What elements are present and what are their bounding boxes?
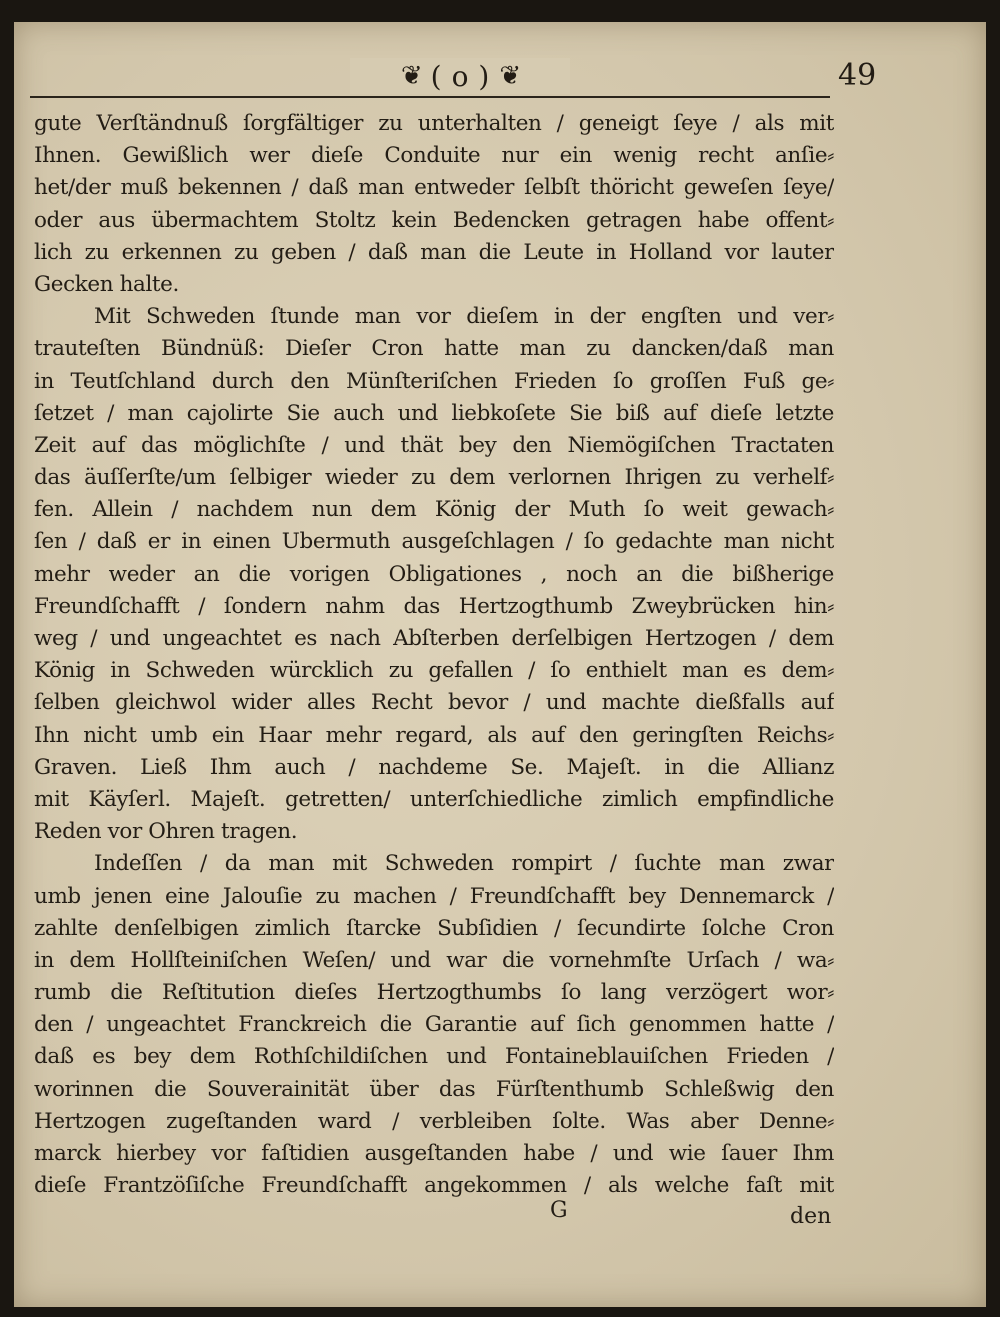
text-line: mehr weder an die vorigen Obligationes , noch an die bißherige: [34, 561, 834, 587]
text-line: trauteſten Bündnüß: Dieſer Cron hatte man zu dancken/daß man: [34, 336, 834, 362]
text-line: in Teutſchland durch den Münſteriſchen Frieden ſo groſſen Fuß ge⸗: [34, 368, 834, 394]
text-line: rumb die Reſtitution dieſes Hertzogthumbs ſo lang verzögert wor⸗: [34, 980, 834, 1006]
text-line: ſetzet / man cajolirte Sie auch und liebkoſete Sie biß auf dieſe letzte: [34, 400, 834, 426]
text-line: Ihnen. Gewißlich wer dieſe Conduite nur ein wenig recht anſie⸗: [34, 143, 834, 169]
text-line: weg / und ungeachtet es nach Abſterben derſelbigen Hertzogen / dem: [34, 626, 834, 651]
running-head: [30, 58, 877, 102]
paren-close: ): [478, 59, 490, 93]
body-text: [34, 108, 834, 1202]
text-line: daß es bey dem Rothſchildiſchen und Fontaineblauiſchen Frieden /: [34, 1044, 834, 1070]
paren-open: (: [430, 59, 442, 93]
text-line: den / ungeachtet Franckreich die Garantie auf ſich genommen hatte /: [34, 1012, 834, 1038]
text-line: umb jenen eine Jalouſie zu machen / Freundſchafft bey Dennemarck /: [34, 883, 834, 909]
catchword: den: [790, 1204, 832, 1229]
text-line: ſelben gleichwol wider alles Recht bevor / und machte dießfalls auf: [34, 690, 834, 716]
text-line: Gecken halte.: [34, 271, 179, 297]
header-rule: [30, 96, 830, 98]
text-line: worinnen die Souverainität über das Fürſtenthumb Schleßwig den: [34, 1076, 834, 1102]
text-line: gute Verſtändnuß ſorgfältiger zu unterhalten / geneigt ſeye / als mit: [34, 111, 834, 136]
ornament-right-icon: ❦: [499, 61, 520, 91]
text-line: König in Schweden würcklich zu gefallen / ſo enthielt man es dem⸗: [34, 658, 834, 684]
text-line: Zeit auf das möglichſte / und thät bey den Niemögiſchen Tractaten: [34, 432, 834, 458]
text-line: oder aus übermachtem Stoltz kein Bedencken getragen habe offent⸗: [34, 207, 834, 233]
text-line: Indeſſen / da man mit Schweden rompirt / ſuchte man zwar: [94, 851, 834, 877]
page-number: 49: [838, 58, 877, 93]
text-line: Ihn nicht umb ein Haar mehr regard, als auf den geringſten Reichs⸗: [34, 722, 834, 748]
text-line: lich zu erkennen zu geben / daß man die Leute in Holland vor lauter: [34, 239, 834, 265]
text-line: Graven. Ließ Ihm auch / nachdeme Se. Majeſt. in die Allianz: [34, 754, 834, 780]
text-line: Mit Schweden ſtunde man vor dieſem in der engſten und ver⸗: [94, 304, 834, 330]
text-line: mit Käyſerl. Majeſt. getretten/ unterſchiedliche zimlich empfindliche: [34, 786, 834, 812]
text-line: zahlte denſelbigen zimlich ſtarcke Subſidien / ſecundirte ſolche Cron: [34, 915, 834, 941]
signature-mark: G: [550, 1198, 568, 1223]
text-line: das äuſſerſte/um ſelbiger wieder zu dem verlornen Ihrigen zu verhelf⸗: [34, 465, 834, 491]
page-footer: [30, 1198, 835, 1234]
text-line: ſen / daß er in einen Ubermuth ausgeſchlagen / ſo gedachte man nicht: [34, 529, 834, 555]
text-line: Reden vor Ohren tragen.: [34, 819, 298, 845]
text-line: fen. Allein / nachdem nun dem König der Muth ſo weit gewach⸗: [34, 497, 834, 523]
text-line: Freundſchafft / ſondern nahm das Hertzogthumb Zweybrücken hin⸗: [34, 593, 834, 619]
text-line: het/der muß bekennen / daß man entweder ſelbſt thöricht geweſen ſeye/: [34, 175, 834, 201]
header-ornament: [350, 58, 570, 94]
text-line: dieſe Frantzöſiſche Freundſchafft angekommen / als welche faſt mit: [34, 1173, 834, 1199]
text-line: in dem Hollſteiniſchen Weſen/ und war die vornehmſte Urſach / wa⸗: [34, 947, 834, 973]
text-line: Hertzogen zugeſtanden ward / verbleiben ſolte. Was aber Denne⸗: [34, 1108, 834, 1134]
ornament-center: o: [451, 59, 469, 93]
text-line: marck hierbey vor faſtidien ausgeſtanden habe / und wie ſauer Ihm: [34, 1141, 834, 1166]
ornament-left-icon: ❦: [400, 61, 421, 91]
